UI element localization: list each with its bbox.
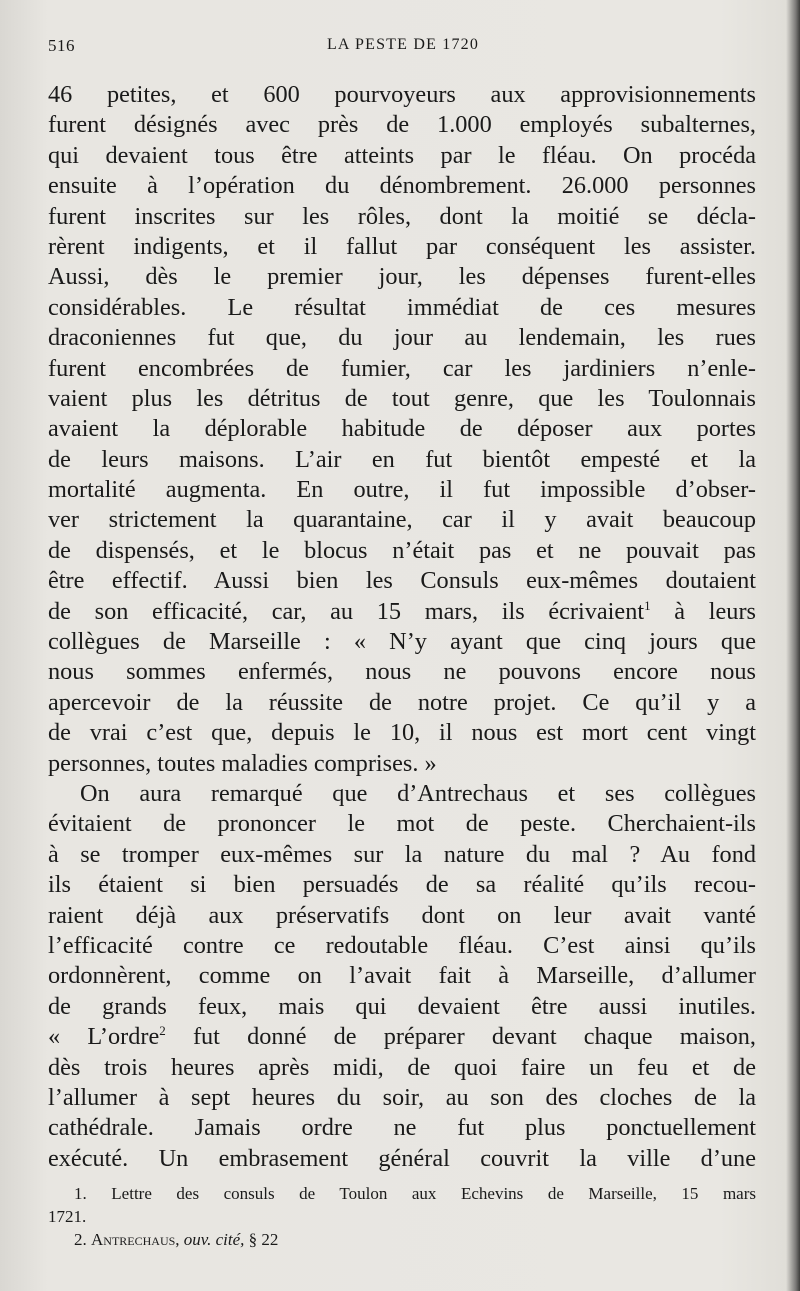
text-line: ver strictement la quarantaine, car il y avait beaucoup [48,506,756,534]
text-line: de leurs maisons. L’air en fut bientôt empesté et la [48,445,756,473]
text-line: furent inscrites sur les rôles, dont la moitié se décla- [48,202,756,230]
text-line: exécuté. Un embrasement général couvrit la ville d’une [48,1144,756,1172]
page-gutter-shadow [786,0,800,1291]
text-line: personnes, toutes maladies comprises. » [48,749,437,777]
text-segment: de son efficacité, car, au 15 mars, ils écrivaient [48,597,645,625]
text-line-with-footnote [48,597,756,627]
text-line: vaient plus les détritus de tout genre, que les Toulonnais [48,384,756,412]
page-header [48,36,758,60]
text-line: considérables. Le résultat immédiat de ces mesures [48,293,756,321]
text-line: de grands feux, mais qui devaient être aussi inutiles. [48,992,756,1020]
text-line: cathédrale. Jamais ordre ne fut plus ponctuellement [48,1114,756,1142]
text-line-with-footnote [48,1022,756,1052]
footnote-1-continuation: 1721. [48,1207,87,1226]
footnote-ref: § 22 [244,1230,279,1249]
footnote-author: Antrechaus, [91,1230,180,1249]
page-number: 516 [48,36,75,55]
footnote-1: 1. Lettre des consuls de Toulon aux Echevins de Marseille, 15 mars [74,1184,756,1203]
text-segment: à leurs [650,597,756,625]
text-line: draconiennes fut que, du jour au lendemain, les rues [48,324,756,352]
text-line: Aussi, dès le premier jour, les dépenses furent-elles [48,263,756,291]
text-line: furent encombrées de fumier, car les jardiniers n’enle- [48,354,756,382]
text-line: ordonnèrent, comme on l’avait fait à Marseille, d’allumer [48,962,756,990]
text-segment: « L’ordre [48,1023,160,1051]
text-line: collègues de Marseille : « N’y ayant que cinq jours que [48,628,756,656]
text-segment: fut donné de préparer devant chaque maison, [165,1023,756,1051]
text-line: être effectif. Aussi bien les Consuls eux-mêmes doutaient [48,567,756,595]
text-line: apercevoir de la réussite de notre projet. Ce qu’il y a [48,688,756,716]
text-line: ils étaient si bien persuadés de sa réalité qu’ils recou- [48,871,756,899]
body-text [48,80,756,1174]
text-line: de vrai c’est que, depuis le 10, il nous est mort cent vingt [48,719,756,747]
text-line: rèrent indigents, et il fallut par conséquent les assister. [48,232,756,260]
text-line: furent désignés avec près de 1.000 employés subalternes, [48,111,756,139]
text-line: nous sommes enfermés, nous ne pouvons encore nous [48,658,756,686]
text-line: dès trois heures après midi, de quoi faire un feu et de [48,1053,756,1081]
text-line: ensuite à l’opération du dénombrement. 26.000 personnes [48,172,756,200]
text-line: l’allumer à sept heures du soir, au son des cloches de la [48,1083,756,1111]
text-line: 46 petites, et 600 pourvoyeurs aux approvisionnements [48,81,756,108]
running-title: LA PESTE DE 1720 [326,36,480,53]
footnote-2 [48,1228,756,1251]
text-line: raient déjà aux préservatifs dont on leur avait vanté [48,901,756,929]
text-line: évitaient de prononcer le mot de peste. Cherchaient-ils [48,810,756,838]
footnote-marker: 1 [644,597,651,613]
footnote-work: ouv. cité, [179,1230,245,1249]
text-line: qui devaient tous être atteints par le fléau. On procéda [48,141,756,169]
text-line: l’efficacité contre ce redoutable fléau. C’est ainsi qu’ils [48,931,756,959]
text-line: mortalité augmenta. En outre, il fut impossible d’obser- [48,476,756,504]
footnotes [48,1182,756,1251]
text-line: de dispensés, et le blocus n’était pas et ne pouvait pas [48,536,756,564]
text-line: avaient la déplorable habitude de déposer aux portes [48,415,756,443]
paragraph-start-line: On aura remarqué que d’Antrechaus et ses collègues [80,779,756,807]
footnote-marker: 2 [159,1023,166,1039]
footnote-number: 2. [74,1230,91,1249]
text-line: à se tromper eux-mêmes sur la nature du mal ? Au fond [48,840,756,868]
